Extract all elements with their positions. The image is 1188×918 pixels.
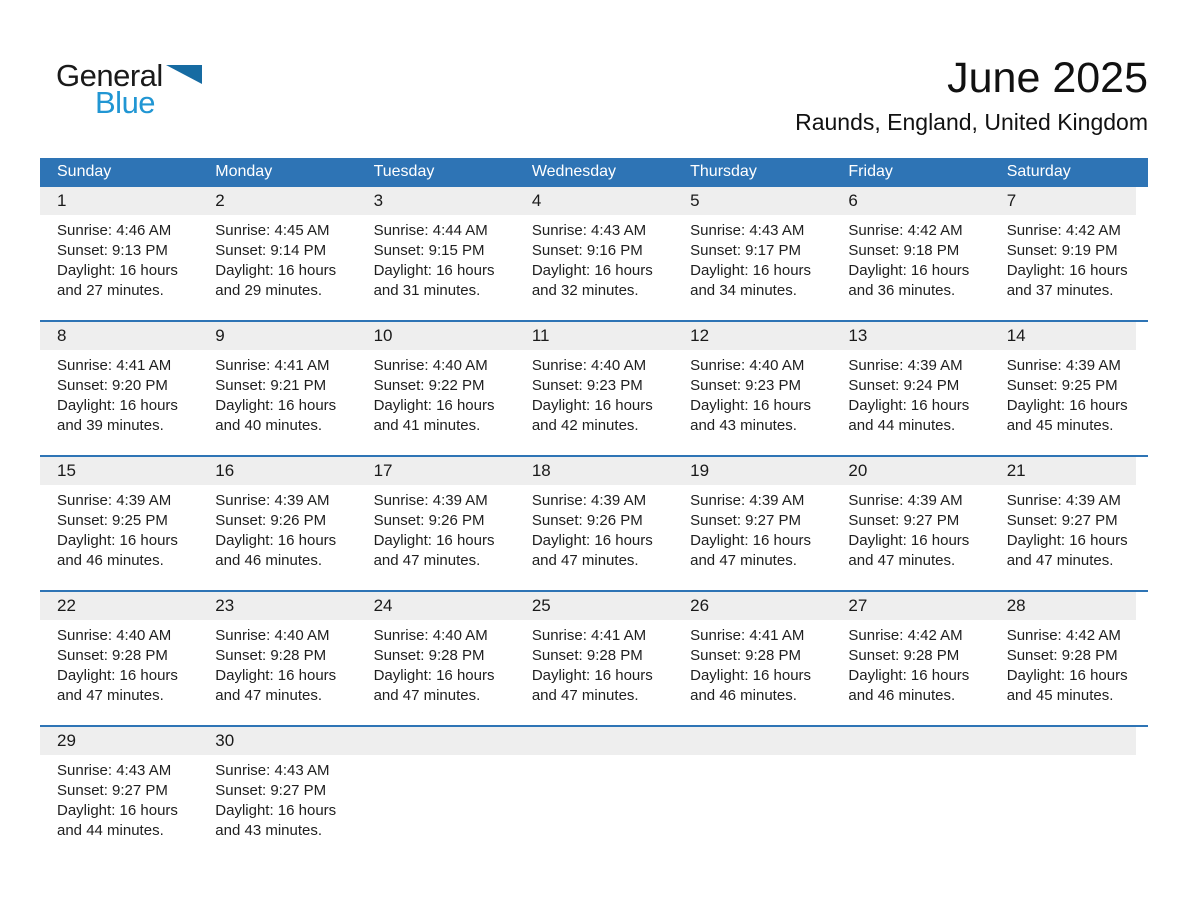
detail-line-sunrise: Sunrise: 4:43 AM — [690, 222, 805, 239]
detail-line-sunset: Sunset: 9:24 PM — [848, 377, 960, 394]
weekday-header-saturday: Saturday — [990, 158, 1148, 187]
day-cell — [831, 456, 989, 591]
detail-line-sunset: Sunset: 9:28 PM — [57, 647, 168, 664]
day-number: 30 — [198, 727, 356, 755]
day-number — [673, 727, 831, 755]
day-cell — [198, 321, 356, 456]
detail-line-daylight1: Daylight: 16 hours — [215, 802, 337, 819]
detail-line-daylight2: and 43 minutes. — [215, 822, 323, 839]
detail-line-daylight2: and 47 minutes. — [215, 687, 323, 704]
day-cell — [198, 591, 356, 726]
day-number: 26 — [673, 592, 831, 620]
detail-line-daylight2: and 45 minutes. — [1006, 687, 1114, 704]
day-details — [40, 350, 198, 436]
detail-line-sunrise: Sunrise: 4:45 AM — [215, 222, 330, 239]
detail-line-sunrise: Sunrise: 4:40 AM — [57, 627, 172, 644]
day-details — [831, 215, 989, 301]
day-details — [673, 620, 831, 706]
detail-line-daylight1: Daylight: 16 hours — [690, 262, 812, 279]
day-cell — [831, 591, 989, 726]
detail-line-daylight1: Daylight: 16 hours — [690, 532, 812, 549]
day-cell — [357, 456, 515, 591]
day-number: 20 — [831, 457, 989, 485]
day-number: 5 — [673, 187, 831, 215]
day-details — [40, 485, 198, 571]
detail-line-daylight1: Daylight: 16 hours — [690, 667, 812, 684]
day-details — [515, 620, 673, 706]
detail-line-daylight2: and 46 minutes. — [57, 552, 164, 569]
calendar-table — [40, 158, 1148, 860]
detail-line-sunrise: Sunrise: 4:41 AM — [215, 357, 330, 374]
day-details — [831, 350, 989, 436]
day-cell — [990, 591, 1148, 726]
detail-line-daylight2: and 47 minutes. — [531, 687, 639, 704]
detail-line-daylight1: Daylight: 16 hours — [57, 397, 178, 414]
detail-line-daylight2: and 36 minutes. — [848, 282, 956, 299]
detail-line-sunset: Sunset: 9:22 PM — [373, 377, 485, 394]
detail-line-daylight1: Daylight: 16 hours — [215, 262, 337, 279]
detail-line-sunrise: Sunrise: 4:39 AM — [215, 492, 330, 509]
day-number: 29 — [40, 727, 198, 755]
detail-line-sunrise: Sunrise: 4:42 AM — [1006, 627, 1121, 644]
detail-line-daylight2: and 32 minutes. — [531, 282, 639, 299]
day-details — [515, 485, 673, 571]
day-cell — [40, 187, 198, 321]
empty-day-cell — [673, 726, 831, 860]
logo-triangle-icon — [166, 65, 202, 84]
detail-line-daylight1: Daylight: 16 hours — [1006, 667, 1128, 684]
detail-line-sunrise: Sunrise: 4:39 AM — [1006, 492, 1121, 509]
detail-line-sunrise: Sunrise: 4:41 AM — [690, 627, 805, 644]
logo-text-blue: Blue — [95, 85, 156, 120]
detail-line-daylight1: Daylight: 16 hours — [531, 262, 653, 279]
detail-line-daylight1: Daylight: 16 hours — [1006, 397, 1128, 414]
detail-line-daylight2: and 29 minutes. — [215, 282, 323, 299]
day-number — [831, 727, 989, 755]
day-cell — [40, 726, 198, 860]
day-cell — [673, 591, 831, 726]
detail-line-sunset: Sunset: 9:28 PM — [848, 647, 960, 664]
day-number: 2 — [198, 187, 356, 215]
day-number: 17 — [357, 457, 515, 485]
detail-line-sunrise: Sunrise: 4:42 AM — [1006, 222, 1121, 239]
day-number — [990, 727, 1136, 755]
day-cell — [40, 591, 198, 726]
empty-day-cell — [831, 726, 989, 860]
detail-line-sunset: Sunset: 9:25 PM — [1006, 377, 1118, 394]
day-details — [198, 350, 356, 436]
day-details — [831, 620, 989, 706]
detail-line-daylight1: Daylight: 16 hours — [848, 532, 970, 549]
detail-line-daylight1: Daylight: 16 hours — [215, 667, 337, 684]
day-number: 15 — [40, 457, 198, 485]
week-row — [40, 321, 1148, 456]
day-number: 22 — [40, 592, 198, 620]
day-number — [357, 727, 515, 755]
detail-line-daylight1: Daylight: 16 hours — [373, 667, 495, 684]
day-number: 23 — [198, 592, 356, 620]
day-number: 1 — [40, 187, 198, 215]
day-details — [357, 620, 515, 706]
detail-line-daylight2: and 47 minutes. — [373, 687, 481, 704]
detail-line-daylight2: and 43 minutes. — [690, 417, 797, 434]
detail-line-sunrise: Sunrise: 4:40 AM — [690, 357, 805, 374]
detail-line-daylight1: Daylight: 16 hours — [57, 802, 178, 819]
day-cell — [831, 321, 989, 456]
day-cell — [357, 321, 515, 456]
detail-line-sunset: Sunset: 9:27 PM — [57, 782, 168, 799]
day-number: 28 — [990, 592, 1136, 620]
day-number: 6 — [831, 187, 989, 215]
day-number: 19 — [673, 457, 831, 485]
detail-line-daylight2: and 46 minutes. — [848, 687, 956, 704]
weekday-header-sunday: Sunday — [40, 158, 198, 187]
detail-line-daylight1: Daylight: 16 hours — [848, 397, 970, 414]
detail-line-sunrise: Sunrise: 4:39 AM — [848, 492, 963, 509]
detail-line-daylight1: Daylight: 16 hours — [215, 532, 337, 549]
day-number: 27 — [831, 592, 989, 620]
day-cell — [40, 456, 198, 591]
day-cell — [515, 456, 673, 591]
detail-line-daylight2: and 37 minutes. — [1006, 282, 1114, 299]
detail-line-sunrise: Sunrise: 4:46 AM — [57, 222, 172, 239]
detail-line-sunset: Sunset: 9:21 PM — [215, 377, 327, 394]
logo-text-general: General — [56, 58, 163, 93]
day-number: 9 — [198, 322, 356, 350]
day-details — [831, 485, 989, 571]
day-cell — [990, 456, 1148, 591]
detail-line-daylight2: and 44 minutes. — [57, 822, 164, 839]
day-details — [990, 350, 1148, 436]
day-details — [198, 485, 356, 571]
detail-line-sunset: Sunset: 9:14 PM — [215, 242, 327, 259]
day-details — [673, 485, 831, 571]
detail-line-sunset: Sunset: 9:27 PM — [1006, 512, 1118, 529]
detail-line-daylight1: Daylight: 16 hours — [531, 532, 653, 549]
day-number: 8 — [40, 322, 198, 350]
day-cell — [515, 321, 673, 456]
detail-line-daylight1: Daylight: 16 hours — [373, 397, 495, 414]
day-details — [40, 620, 198, 706]
detail-line-daylight2: and 47 minutes. — [848, 552, 956, 569]
day-details — [40, 755, 198, 841]
detail-line-sunrise: Sunrise: 4:43 AM — [57, 762, 172, 779]
detail-line-daylight1: Daylight: 16 hours — [215, 397, 337, 414]
day-details — [990, 215, 1148, 301]
detail-line-sunrise: Sunrise: 4:39 AM — [373, 492, 488, 509]
day-cell — [357, 591, 515, 726]
detail-line-daylight1: Daylight: 16 hours — [57, 262, 178, 279]
day-number: 11 — [515, 322, 673, 350]
day-cell — [990, 187, 1148, 321]
detail-line-sunset: Sunset: 9:27 PM — [848, 512, 960, 529]
detail-line-daylight2: and 46 minutes. — [690, 687, 797, 704]
detail-line-sunrise: Sunrise: 4:40 AM — [531, 357, 647, 374]
general-blue-logo — [40, 52, 202, 121]
detail-line-daylight2: and 47 minutes. — [57, 687, 164, 704]
day-cell — [831, 187, 989, 321]
detail-line-sunrise: Sunrise: 4:40 AM — [373, 357, 488, 374]
detail-line-sunset: Sunset: 9:18 PM — [848, 242, 960, 259]
detail-line-sunset: Sunset: 9:28 PM — [1006, 647, 1118, 664]
detail-line-daylight2: and 45 minutes. — [1006, 417, 1114, 434]
detail-line-sunrise: Sunrise: 4:41 AM — [531, 627, 647, 644]
day-cell — [198, 187, 356, 321]
detail-line-daylight1: Daylight: 16 hours — [531, 397, 653, 414]
day-details — [673, 350, 831, 436]
day-number: 4 — [515, 187, 673, 215]
detail-line-daylight2: and 47 minutes. — [373, 552, 481, 569]
detail-line-sunrise: Sunrise: 4:43 AM — [215, 762, 330, 779]
week-row — [40, 187, 1148, 321]
detail-line-daylight2: and 27 minutes. — [57, 282, 164, 299]
day-number: 10 — [357, 322, 515, 350]
detail-line-sunrise: Sunrise: 4:39 AM — [531, 492, 647, 509]
weekday-header-wednesday: Wednesday — [515, 158, 673, 187]
detail-line-sunrise: Sunrise: 4:41 AM — [57, 357, 172, 374]
day-number — [515, 727, 673, 755]
week-row — [40, 456, 1148, 591]
detail-line-sunrise: Sunrise: 4:42 AM — [848, 222, 963, 239]
detail-line-daylight2: and 47 minutes. — [531, 552, 639, 569]
detail-line-sunrise: Sunrise: 4:42 AM — [848, 627, 963, 644]
day-number: 13 — [831, 322, 989, 350]
day-details — [357, 350, 515, 436]
detail-line-daylight2: and 42 minutes. — [531, 417, 639, 434]
week-row — [40, 591, 1148, 726]
detail-line-sunrise: Sunrise: 4:40 AM — [373, 627, 488, 644]
day-details — [357, 215, 515, 301]
day-cell — [40, 321, 198, 456]
day-details — [198, 620, 356, 706]
detail-line-daylight2: and 41 minutes. — [373, 417, 481, 434]
detail-line-sunset: Sunset: 9:28 PM — [373, 647, 485, 664]
detail-line-sunrise: Sunrise: 4:39 AM — [848, 357, 963, 374]
calendar-header — [40, 158, 1148, 187]
day-details — [198, 215, 356, 301]
detail-line-daylight1: Daylight: 16 hours — [531, 667, 653, 684]
detail-line-sunrise: Sunrise: 4:39 AM — [1006, 357, 1121, 374]
detail-line-daylight2: and 47 minutes. — [690, 552, 797, 569]
day-details — [990, 620, 1148, 706]
weekday-header-tuesday: Tuesday — [357, 158, 515, 187]
location-subtitle: Raunds, England, United Kingdom — [795, 109, 1148, 136]
detail-line-daylight1: Daylight: 16 hours — [1006, 262, 1128, 279]
detail-line-sunset: Sunset: 9:28 PM — [690, 647, 802, 664]
day-number: 7 — [990, 187, 1136, 215]
day-number: 18 — [515, 457, 673, 485]
day-number: 14 — [990, 322, 1136, 350]
detail-line-daylight2: and 44 minutes. — [848, 417, 956, 434]
empty-day-cell — [990, 726, 1148, 860]
day-cell — [198, 726, 356, 860]
detail-line-daylight1: Daylight: 16 hours — [848, 262, 970, 279]
detail-line-daylight1: Daylight: 16 hours — [57, 532, 178, 549]
day-cell — [198, 456, 356, 591]
detail-line-sunset: Sunset: 9:28 PM — [531, 647, 643, 664]
detail-line-sunset: Sunset: 9:26 PM — [373, 512, 485, 529]
detail-line-sunset: Sunset: 9:26 PM — [531, 512, 643, 529]
detail-line-daylight1: Daylight: 16 hours — [1006, 532, 1128, 549]
day-details — [40, 215, 198, 301]
weekday-header-thursday: Thursday — [673, 158, 831, 187]
day-cell — [673, 187, 831, 321]
detail-line-sunset: Sunset: 9:19 PM — [1006, 242, 1118, 259]
day-number: 16 — [198, 457, 356, 485]
detail-line-daylight1: Daylight: 16 hours — [373, 262, 495, 279]
detail-line-daylight1: Daylight: 16 hours — [848, 667, 970, 684]
calendar-body — [40, 187, 1148, 860]
weekday-header-row — [40, 158, 1148, 187]
detail-line-sunrise: Sunrise: 4:39 AM — [690, 492, 805, 509]
day-number: 12 — [673, 322, 831, 350]
day-number: 25 — [515, 592, 673, 620]
detail-line-sunset: Sunset: 9:27 PM — [690, 512, 802, 529]
day-details — [673, 215, 831, 301]
weekday-header-friday: Friday — [831, 158, 989, 187]
day-details — [515, 350, 673, 436]
empty-day-cell — [357, 726, 515, 860]
day-details — [357, 485, 515, 571]
day-cell — [357, 187, 515, 321]
detail-line-sunset: Sunset: 9:15 PM — [373, 242, 485, 259]
title-block — [795, 52, 1148, 136]
page-header — [40, 52, 1148, 136]
detail-line-sunset: Sunset: 9:23 PM — [690, 377, 802, 394]
detail-line-sunset: Sunset: 9:27 PM — [215, 782, 327, 799]
detail-line-daylight2: and 46 minutes. — [215, 552, 323, 569]
day-details — [990, 485, 1148, 571]
detail-line-sunset: Sunset: 9:16 PM — [531, 242, 643, 259]
detail-line-daylight1: Daylight: 16 hours — [373, 532, 495, 549]
detail-line-sunset: Sunset: 9:20 PM — [57, 377, 168, 394]
day-cell — [673, 456, 831, 591]
day-number: 21 — [990, 457, 1136, 485]
detail-line-sunrise: Sunrise: 4:39 AM — [57, 492, 172, 509]
day-number: 3 — [357, 187, 515, 215]
weekday-header-monday: Monday — [198, 158, 356, 187]
week-row — [40, 726, 1148, 860]
empty-day-cell — [515, 726, 673, 860]
day-number: 24 — [357, 592, 515, 620]
detail-line-sunset: Sunset: 9:25 PM — [57, 512, 168, 529]
detail-line-sunset: Sunset: 9:13 PM — [57, 242, 168, 259]
detail-line-sunrise: Sunrise: 4:40 AM — [215, 627, 330, 644]
detail-line-sunset: Sunset: 9:26 PM — [215, 512, 327, 529]
day-cell — [990, 321, 1148, 456]
month-title: June 2025 — [947, 54, 1148, 102]
detail-line-daylight2: and 31 minutes. — [373, 282, 481, 299]
detail-line-sunrise: Sunrise: 4:43 AM — [531, 222, 647, 239]
detail-line-daylight2: and 34 minutes. — [690, 282, 797, 299]
detail-line-sunset: Sunset: 9:28 PM — [215, 647, 327, 664]
detail-line-sunset: Sunset: 9:17 PM — [690, 242, 802, 259]
day-cell — [673, 321, 831, 456]
day-details — [198, 755, 356, 841]
detail-line-daylight2: and 47 minutes. — [1006, 552, 1114, 569]
detail-line-sunrise: Sunrise: 4:44 AM — [373, 222, 488, 239]
detail-line-sunset: Sunset: 9:23 PM — [531, 377, 643, 394]
day-cell — [515, 591, 673, 726]
detail-line-daylight1: Daylight: 16 hours — [690, 397, 812, 414]
day-details — [515, 215, 673, 301]
detail-line-daylight2: and 39 minutes. — [57, 417, 164, 434]
day-cell — [515, 187, 673, 321]
detail-line-daylight2: and 40 minutes. — [215, 417, 323, 434]
detail-line-daylight1: Daylight: 16 hours — [57, 667, 178, 684]
